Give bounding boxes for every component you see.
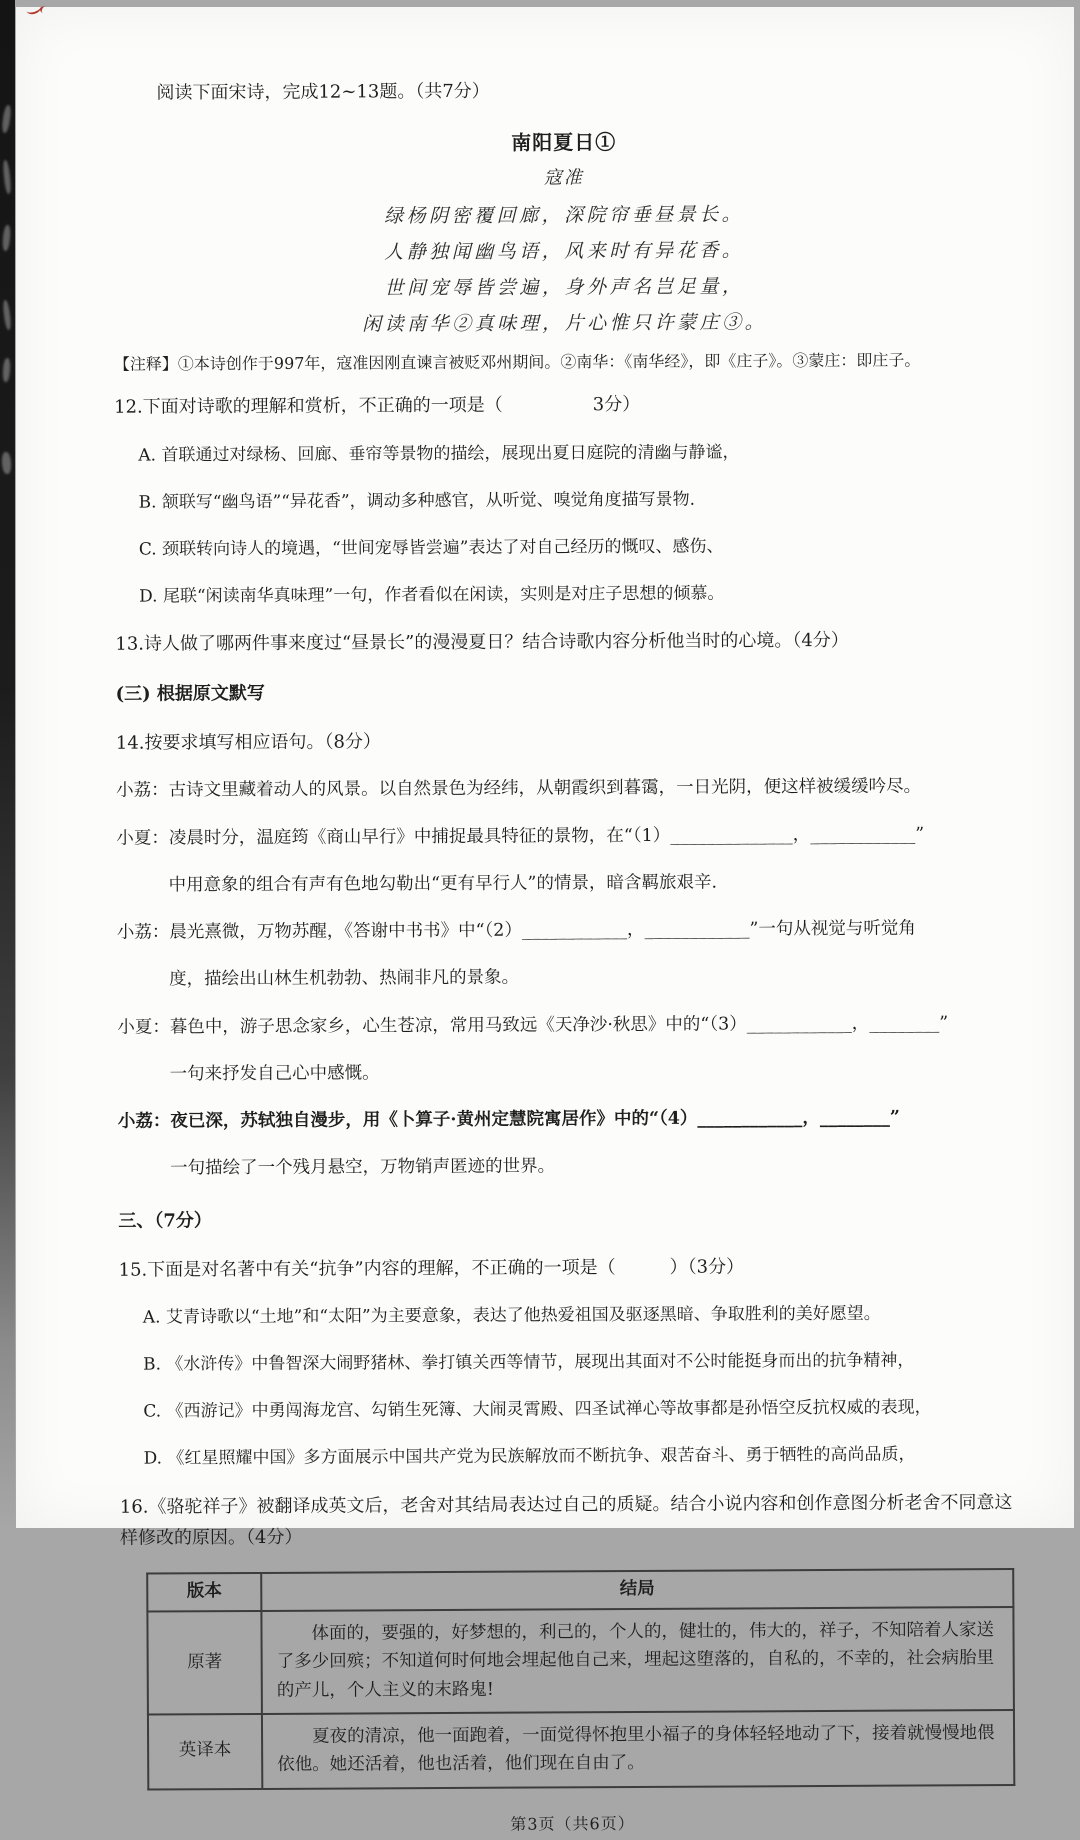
dictation-line: 小夏：凌晨时分，温庭筠《商山早行》中捕捉最具特征的景物，在“（1）______________，____________”	[116, 824, 925, 849]
question-15-option-a: A. 艾青诗歌以“土地”和“太阳”为主要意象，表达了他热爱祖国及驱逐黑暗、争取胜利的美好愿望。	[142, 1304, 881, 1328]
question-16: 16.《骆驼祥子》被翻译成英文后，老舍对其结局表达过自己的质疑。结合小说内容和创作意图分析老舍不同意这样修改的原因。（4分）	[119, 1491, 1013, 1550]
table-cell-ending-original: 体面的，要强的，好梦想的，利己的，个人的，健壮的，伟大的，祥子，不知陪着人家送了多少回殡；不知道何时何地会埋起他自己来，埋起这堕落的，自私的，不幸的，社会病胎里的产儿，个人主义的末路鬼!	[261, 1607, 1014, 1714]
table-header-version: 版本	[147, 1573, 261, 1612]
section-three-header: 三、（7分）	[118, 1210, 212, 1232]
table-cell-ending-translation: 夏夜的清凉，他一面跑着，一面觉得怀抱里小福子的身体轻轻地动了下，接着就慢慢地偎依他。她还活着，他也活着，他们现在自由了。	[262, 1710, 1014, 1789]
table-cell-version-translation: 英译本	[148, 1714, 262, 1789]
question-15-stem: 15.下面是对名著中有关“抗争”内容的理解，不正确的一项是（ ）（3分）	[118, 1256, 745, 1281]
exam-content	[16, 4, 1080, 1840]
question-13: 13.诗人做了哪两件事来度过“昼景长”的漫漫夏日？结合诗歌内容分析他当时的心境。（4分）	[115, 629, 849, 655]
dictation-line: 小荔：夜已深，苏轼独自漫步，用《卜算子·黄州定慧院寓居作》中的“（4）____________，________”	[117, 1107, 901, 1132]
poem-line-3: 世间宠辱皆尝遍，身外声名岂足量，	[384, 275, 745, 300]
question-12-options	[138, 437, 1017, 612]
poem-author: 寇准	[543, 166, 584, 189]
dictation-line: 中用意象的组合有声有色地勾勒出“更有早行人”的情景，暗含羁旅艰辛.	[168, 872, 718, 896]
dictation-line: 一句来抒发自己心中感慨。	[169, 1063, 380, 1085]
question-15-option-d: D. 《红星照耀中国》多方面展示中国共产党为民族解放而不断抗争、艰苦奋斗、勇于牺牲的高尚品质，	[143, 1444, 916, 1469]
poem-line-2: 人静独闻幽鸟语，风来时有异花香。	[384, 239, 745, 264]
question-15-options	[143, 1299, 1022, 1474]
poem-title: 南阳夏日①	[511, 129, 617, 155]
exam-page	[16, 7, 1074, 1834]
poem-line-4: 闲读南华②真味理，片心惟只许蒙庄③。	[362, 311, 768, 336]
question-14-stem: 14.按要求填写相应语句。（8分）	[115, 731, 381, 754]
poem-body	[113, 195, 1016, 344]
poem-annotation: 【注释】①本诗创作于997年，寇准因刚直谏言被贬邓州期间。②南华：《南华经》，即《庄子》。③蒙庄：即庄子。	[113, 350, 921, 374]
question-12-option-b: B. 颔联写“幽鸟语”“异花香”，调动多种感官，从听觉、嗅觉角度描写景物.	[138, 489, 696, 513]
subsection-three-header: (三) 根据原文默写	[115, 683, 265, 705]
poem-line-1: 绿杨阴密覆回廊，深院帘垂昼景长。	[384, 203, 745, 228]
question-15-option-b: B. 《水浒传》中鲁智深大闹野猪林、拳打镇关西等情节，展现出其面对不公时能挺身而出的抗争精神，	[143, 1350, 915, 1375]
dictation-line: 一句描绘了一个残月悬空，万物销声匿迹的世界。	[170, 1156, 556, 1179]
table-row-translation	[148, 1710, 1014, 1789]
dictation-line: 小夏：暮色中，游子思念家乡，心生苍凉，常用马致远《天净沙·秋思》中的“（3）____________，________”	[117, 1012, 949, 1038]
question-12-option-d: D. 尾联“闲读南华真味理”一句，作者看似在闲读，实则是对庄子思想的倾慕。	[139, 583, 725, 607]
question-12-stem: 12.下面对诗歌的理解和赏析，不正确的一项是（ 3分）	[114, 394, 641, 419]
table-header-row	[147, 1569, 1013, 1612]
table-header-ending: 结局	[261, 1569, 1013, 1611]
dictation-line: 小荔：古诗文里藏着动人的风景。以自然景色为经纬，从朝霞织到暮霭，一日光阴，便这样被缓缓吟尽。	[116, 776, 922, 802]
dictation-line: 度，描绘出山林生机勃勃、热闹非凡的景象。	[169, 967, 520, 990]
dictation-line: 小荔：晨光熹微，万物苏醒，《答谢中书书》中“（2）____________，____________”一句从视觉与听觉角	[116, 918, 916, 943]
table-cell-version-original: 原著	[147, 1611, 262, 1715]
page-footer: 第3页（共6页）	[510, 1813, 635, 1834]
dictation-lines	[116, 772, 1020, 1184]
question-15-option-c: C. 《西游记》中勇闯海龙宫、勾销生死簿、大闹灵霄殿、四圣试禅心等故事都是孙悟空反抗权威的表现，	[143, 1397, 932, 1422]
question-12-option-c: C. 颈联转向诗人的境遇，“世间宠辱皆尝遍”表达了对自己经历的慨叹、感伤、	[138, 536, 724, 560]
ending-comparison-table	[146, 1568, 1015, 1790]
reading-instruction: 阅读下面宋诗，完成12~13题。（共7分）	[156, 80, 490, 104]
question-12-option-a: A. 首联通过对绿杨、回廊、垂帘等景物的描绘，展现出夏日庭院的清幽与静谧，	[138, 442, 740, 466]
table-row-original	[147, 1607, 1014, 1715]
